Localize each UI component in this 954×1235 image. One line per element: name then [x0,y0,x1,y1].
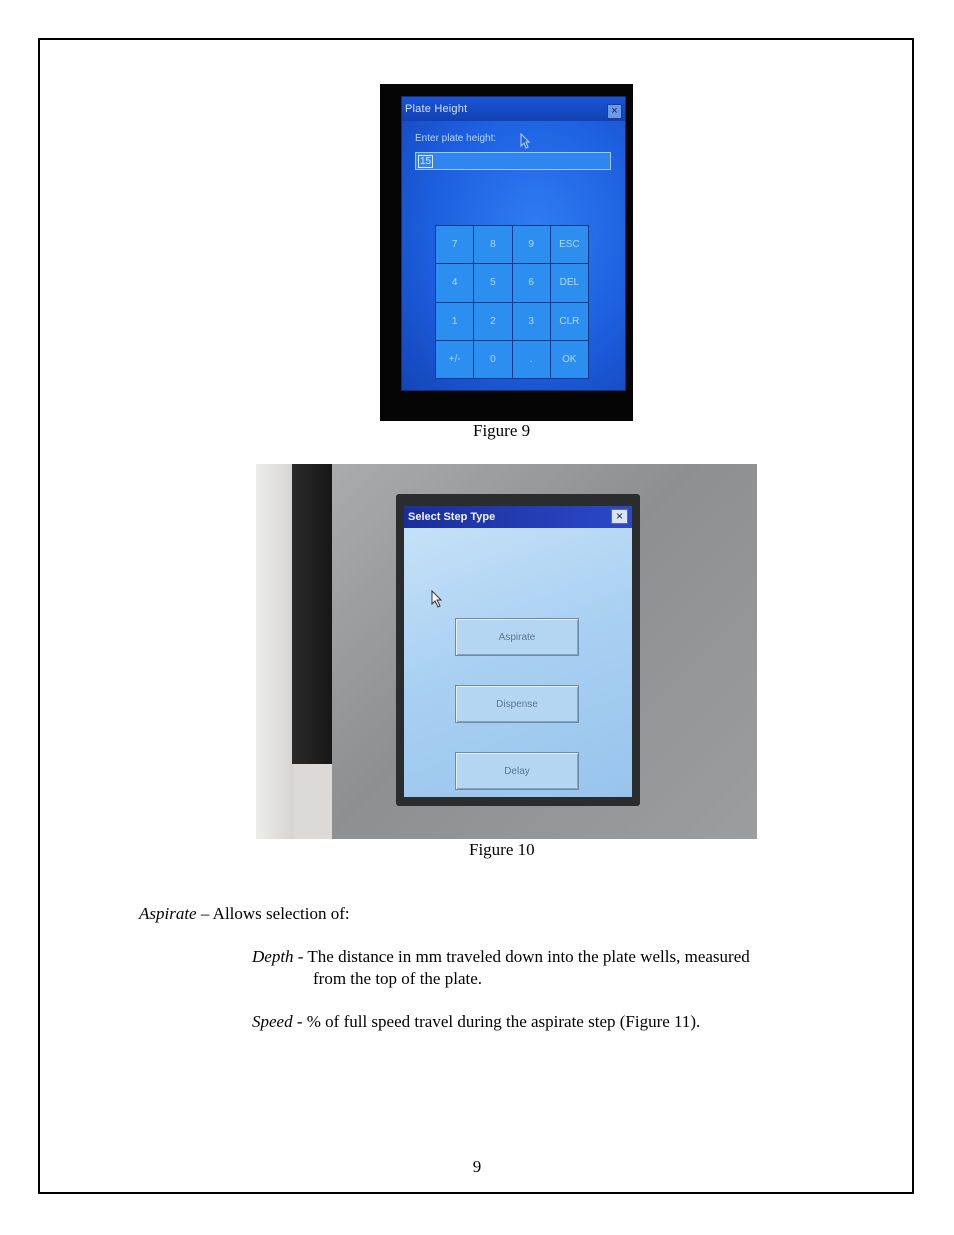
key-2[interactable]: 2 [474,303,511,340]
key-6[interactable]: 6 [513,264,550,301]
plate-height-title: Plate Height [405,103,468,115]
aspirate-description [139,904,350,924]
select-step-titlebar [404,506,632,528]
key-decimal[interactable]: . [513,341,550,378]
plate-height-prompt: Enter plate height: [415,133,497,144]
plate-height-screen [401,96,626,391]
device-side-panel [292,464,336,764]
mouse-pointer-icon [520,133,530,149]
plate-height-titlebar [402,97,625,121]
speed-description [252,1012,700,1032]
aspirate-text: – Allows selection of: [196,904,350,923]
speed-term: Speed [252,1012,293,1031]
plate-height-input[interactable] [415,152,611,170]
depth-continuation: from the top of the plate. [313,969,483,988]
speed-text: - % of full speed travel during the aspirate step (Figure 11). [292,1012,701,1031]
key-0[interactable]: 0 [474,341,511,378]
depth-description [252,947,750,967]
key-7[interactable]: 7 [436,226,473,263]
page-number: 9 [472,1157,482,1176]
background-wall [256,464,294,839]
key-3[interactable]: 3 [513,303,550,340]
select-step-screen [404,506,632,797]
key-del[interactable]: DEL [551,264,588,301]
key-8[interactable]: 8 [474,226,511,263]
figure-10-photo [256,464,757,839]
figure-9-caption: Figure 9 [473,421,531,440]
key-1[interactable]: 1 [436,303,473,340]
mouse-pointer-icon [431,590,443,608]
key-ok[interactable]: OK [551,341,588,378]
key-esc[interactable]: ESC [551,226,588,263]
key-clr[interactable]: CLR [551,303,588,340]
aspirate-button[interactable]: Aspirate [455,618,579,656]
depth-text: - The distance in mm traveled down into the plate wells, measured [293,947,750,966]
figure-10-caption: Figure 10 [469,840,535,859]
key-5[interactable]: 5 [474,264,511,301]
depth-term: Depth [252,947,294,966]
key-9[interactable]: 9 [513,226,550,263]
key-4[interactable]: 4 [436,264,473,301]
close-icon[interactable]: × [607,104,622,119]
key-plus-minus[interactable]: +/- [436,341,473,378]
plate-height-value: 15 [420,156,432,167]
figure-9-photo [380,84,633,421]
dispense-button[interactable]: Dispense [455,685,579,723]
numeric-keypad [435,225,589,379]
select-step-title: Select Step Type [408,511,496,523]
aspirate-term: Aspirate [139,904,197,923]
delay-button[interactable]: Delay [455,752,579,790]
close-icon[interactable]: × [611,509,628,524]
